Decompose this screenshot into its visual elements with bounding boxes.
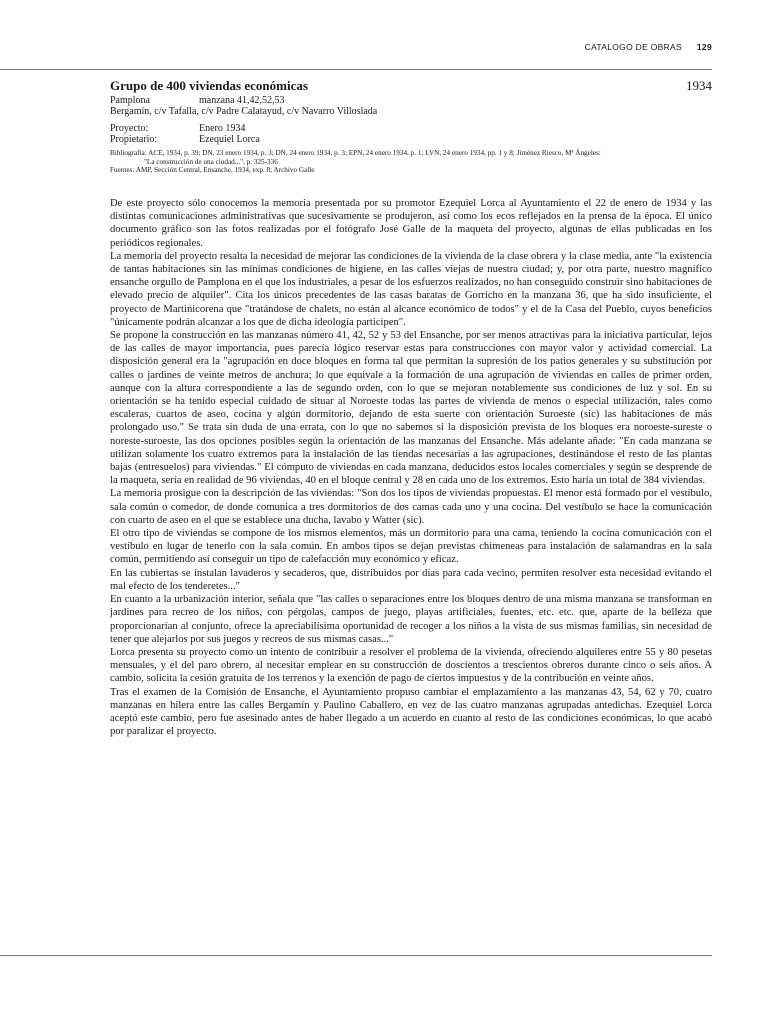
- paragraph: De este proyecto sólo conocemos la memoria presentada por su promotor Ezequiel Lorca al Ayuntamiento el 22 de enero de 1934 y las distintas comunicaciones administrativas que sucesivamente se produjeron, así como los ecos reflejados en la prensa de la época. El único documento gráfico son las fotos realizadas por el fotógrafo José Galle de la maqueta del proyecto, algunas de ellas publicadas en los periódicos regionales.: [110, 198, 712, 249]
- header-rule: [0, 69, 712, 70]
- location-city: Pamplona: [110, 95, 150, 106]
- references: [110, 149, 712, 175]
- entry-year: 1934: [686, 78, 712, 93]
- paragraph: El otro tipo de viviendas se compone de los mismos elementos, más un dormitorio para una cama, teniendo la cocina comunicación con el vestíbulo en lugar de tenerlo con la sala común. En ambos tipos se dejan previstas chimeneas para instalación de salamandras en la sala común, permitiendo así conseguir un tipo de calefacción muy económico y eficaz.: [110, 528, 712, 566]
- address-row: [110, 106, 712, 117]
- owner-row: [110, 134, 712, 145]
- owner-value: Ezequiel Lorca: [199, 134, 260, 145]
- title-row: [110, 78, 712, 95]
- bibliography-line: Bibliografía: ACE, 1934, p. 39; DN, 23 enero 1934, p. 3; DN, 24 enero 1934, p. 3; EPN, 24 enero 1934, p. 1; LVN, 24 enero 1934, pp. 1 y 8; Jiménez Riesco, Mª Ángeles:: [110, 149, 601, 157]
- entry-title: Grupo de 400 viviendas económicas: [110, 78, 308, 93]
- address: Bergamín, c/v Tafalla, c/v Padre Calatayud, c/v Navarro Villoslada: [110, 106, 378, 117]
- paragraph: En las cubiertas se instalan lavaderos y secaderos, que, distribuidos por días para cada vecino, permiten resolver esta necesidad evitando el mal efecto de los tenderetes...": [110, 567, 712, 592]
- paragraph: En cuanto a la urbanización interior, señala que "las calles o separaciones entre los bloques dentro de una misma manzana se transforman en jardines para recreo de los niños, con pérgolas, campos de juego, playas artificiales, fuentes, etc. etc. que, aparte de la belleza que proporcionarían al conjunto, ofrece la apreciabilísima oportunidad de recoger a los niños a la vista de sus mismas familias, sin necesidad de tener que alejarlos por sus juegos y recreos de sus mismas casas...": [110, 594, 712, 645]
- entry-head: [110, 78, 712, 175]
- location-row: [110, 95, 712, 106]
- project-label: Proyecto:: [110, 123, 149, 134]
- bibliography-continuation: "La construcción de una ciudad...", p. 325-336: [144, 157, 278, 166]
- owner-label: Propietario:: [110, 134, 158, 145]
- sources-line: Fuentes: AMP, Sección Central, Ensanche, 1934, exp. 8; Archivo Galle: [110, 166, 315, 175]
- project-row: [110, 123, 712, 134]
- running-header-section: CATALOGO DE OBRAS: [584, 42, 682, 52]
- project-value: Enero 1934: [199, 123, 246, 134]
- paragraph: La memoria prosigue con la descripción de las viviendas: "Son dos los tipos de viviendas propuestas. El menor está formado por el vestíbulo, sala común o comedor, de donde comunica a tres dormitorios de dos camas cada uno y una cocina. Del vestíbulo se hace la comunicación con cuarto de aseo en el que se establece una ducha, lavabo y Watter (sic).: [110, 488, 712, 526]
- entry-meta: [110, 95, 712, 145]
- paragraph: Tras el examen de la Comisión de Ensanche, el Ayuntamiento propuso cambiar el emplazamiento a las manzanas 43, 54, 62 y 70, cuatro manzanas en hilera entre las calles Bergamín y Paulino Caballero, en vez de las cuatro manzanas agrupadas antedichas. Ezequiel Lorca aceptó este cambio, pero fue asesinado antes de haber llegado a un acuerdo en cuanto al resto de las condiciones económicas, lo que acabó por paralizar el proyecto.: [110, 686, 712, 738]
- paragraph: Lorca presenta su proyecto como un intento de contribuir a resolver el problema de la vivienda, ofreciendo alquileres entre 55 y 80 pesetas mensuales, y el del paro obrero, al necesitar emplear en su construcción de doscientos a trescientos obreros durante cinco o seis años. A cambio, solicita la cesión gratuita de los terrenos y la exención de pago de ciertos impuestos y de la contribución en veinte años.: [110, 646, 712, 685]
- location-block: manzana 41,42,52,53: [199, 95, 285, 106]
- page-number: 129: [696, 42, 712, 52]
- running-header: [110, 42, 712, 56]
- paragraph: La memoria del proyecto resalta la necesidad de mejorar las condiciones de la vivienda de la clase obrera y la clase media, ante "la existencia de tantas habitaciones sin las mínimas condiciones de higiene, en las calles viejas de nuestra ciudad; y, por otra parte, nuestro magnífico ensanche orgullo de Pamplona en el que los industriales, a pesar de los esfuerzos realizados, no han conseguido construir sino habitaciones de elevado precio de alquiler". Cita los únicos precedentes de las casas baratas de Gorricho en la manzana 36, que ha sido insuficiente, el proyecto de Martinicorena que "tratándose de chalets, no están al alcance económico de todos" y el de la Casa del Pueblo, cuyos beneficios "únicamente podrán alcanzar a los que de dicha ideología participen".: [110, 250, 712, 328]
- footer-rule: [0, 955, 712, 956]
- body-text: [110, 197, 712, 738]
- paragraph: Se propone la construcción en las manzanas número 41, 42, 52 y 53 del Ensanche, por ser menos atractivas para la iniciativa particular, lejos de las calles de mayor importancia, pues parecía lógico reservar estas para construcciones con mayor valor y actividad comercial. La disposición general era la "agrupación en doce bloques en forma tal que permitan la supresión de los patios generales y su substitución por calles o jardines de veinte metros de anchura; lo que equivale a la formación de una agrupación de viviendas en calles de primer orden, aunque con la altura correspondiente a las de segundo orden, con lo que se mejoran notablemente sus condiciones de luz y sol. En su orientación se ha tenido especial cuidado de situar al Noroeste todas las partes de vivienda de menos o especial utilización, tales como escaleras, cuartos de aseo, cocina y algún dormitorio, dejando de esta suerte con orientación Suroeste (sic) las habitaciones de más prolongado uso." Se trata sin duda de una errata, con lo que no sabemos si la disposición prevista de los bloques era noroeste-sureste o noreste-suroeste, las dos opciones posibles según la orientación de las manzanas del Ensanche. Más adelante añade: "En cada manzana se utilizan solamente los cuatro extremos para la instalación de las tiendas necesarias a las agrupaciones, destinándose el resto de las plantas bajas (entresuelos) para viviendas." El cómputo de viviendas en cada manzana, deducidos estos locales comerciales y según se desprende de la maqueta, sería en realidad de 96 viviendas, 40 en el bloque central y 28 en cada uno de los extremos. Esto haría un total de 384 viviendas.: [110, 330, 712, 487]
